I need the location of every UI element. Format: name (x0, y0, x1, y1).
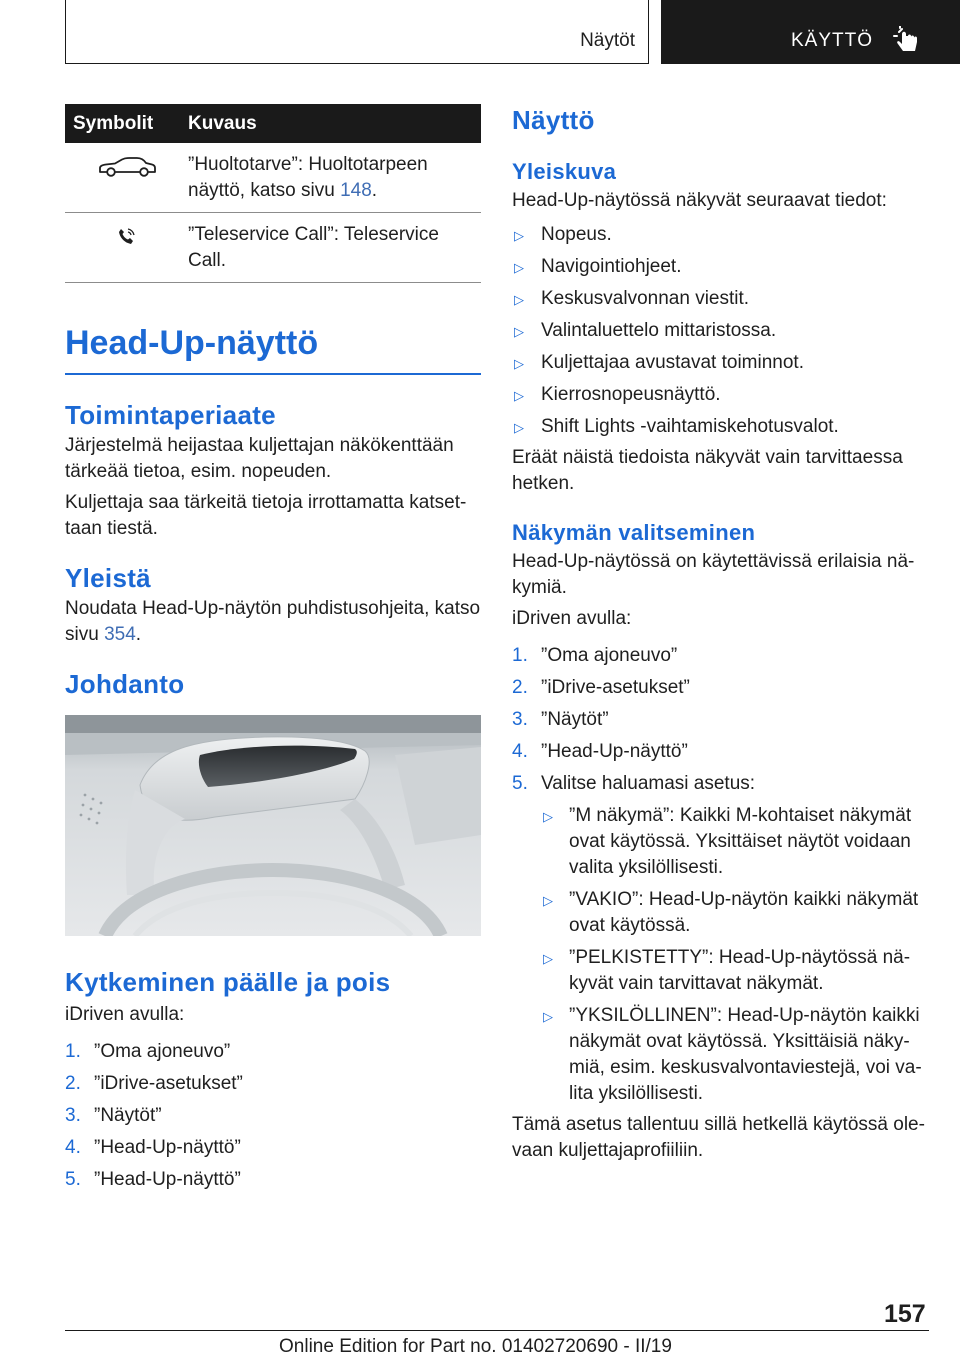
paragraph: Tämä asetus tallentuu sillä hetkellä käytössä olevaan kuljettajaprofiiliin. (512, 1114, 925, 1161)
list-item: ▷ ”M näkymä”: Kaikki M-kohtaiset näkymät ovat käytössä. Yksittäiset näytöt voidaan valita yksilöllisesti. (543, 805, 912, 878)
heading-select-view: Näkymän valitseminen (512, 520, 756, 545)
table-row (65, 213, 481, 283)
list-item: ▷ Valintaluettelo mittaristossa. (514, 320, 777, 341)
list-item: ▷ Shift Lights -vaihtamiskehotusvalot. (514, 416, 839, 437)
pointing-hand-icon (893, 26, 921, 54)
page-link-354[interactable]: 354 (104, 624, 136, 645)
paragraph: Järjestelmä heijastaa kuljettajan näkökenttään tärkeää tietoa, esim. nopeuden. (65, 435, 454, 482)
paragraph: iDriven avulla: (65, 1004, 185, 1025)
table-header-description: Kuvaus (188, 104, 481, 143)
list-item: 1. ”Oma ajoneuvo” (65, 1041, 231, 1062)
heading-display: Näyttö (512, 105, 595, 135)
paragraph: Head-Up-näytössä näkyvät seuraavat tiedot: (512, 190, 887, 211)
car-outline-icon (97, 157, 157, 177)
list-item: ▷ Kuljettajaa avustavat toiminnot. (514, 352, 804, 373)
heading-introduction: Johdanto (65, 669, 185, 699)
paragraph: Head-Up-näytössä on käytettävissä erilaisia näkymiä. (512, 551, 915, 598)
steps-list (65, 1039, 481, 1193)
header-chapter-label: KÄYTTÖ (791, 30, 874, 51)
header-section-box (65, 0, 649, 64)
teleservice-call-icon (117, 227, 137, 247)
heading-operating-principle: Toimintaperiaate (65, 400, 276, 430)
list-item: ▷ ”VAKIO”: Head-Up-näytön kaikki näkymät ovat käytössä. (543, 889, 919, 936)
left-column (65, 104, 481, 1193)
list-item: 2. ”iDrive-asetukset” (65, 1073, 243, 1094)
list-item: ▷ Keskusvalvonnan viestit. (514, 288, 750, 309)
table-header-symbols: Symbolit (65, 104, 188, 143)
list-item: ▷ ”PELKISTETTY”: Head-Up-näytössä näkyvät vain tarvittavat näkymät. (543, 947, 911, 994)
page-number: 157 (884, 1300, 926, 1328)
heading-switching-on-off: Kytkeminen päälle ja pois (65, 967, 391, 997)
list-item: 4. ”Head-Up-näyttö” (512, 741, 688, 762)
paragraph: Kuljettaja saa tärkeitä tietoja irrottamatta katsettaan tiestä. (65, 492, 467, 539)
symbol-table (65, 104, 481, 283)
list-item: 1. ”Oma ajoneuvo” (512, 645, 678, 666)
paragraph: Noudata Head-Up-näytön puhdistusohjeita, katso sivu 354. (65, 598, 481, 645)
heading-overview: Yleiskuva (512, 159, 617, 184)
list-item: ▷ ”YKSILÖLLINEN”: Head-Up-näytön kaikki näkymät ovat käytössä. Yksittäisiä näkymiä, esim. keskusvalvontaviestejä, voi valita yksilöllisesti. (543, 1005, 922, 1104)
heading-head-up-display: Head-Up-näyttö (65, 324, 319, 362)
list-item: 4. ”Head-Up-näyttö” (65, 1137, 241, 1158)
paragraph: Eräät näistä tiedoista näkyvät vain tarvittaessa hetken. (512, 447, 903, 494)
list-item: 5. ”Head-Up-näyttö” (65, 1169, 241, 1190)
right-column (512, 104, 928, 1164)
footer-rule (65, 1330, 929, 1331)
header-chapter-box (661, 0, 960, 64)
head-up-display-photo (65, 715, 481, 936)
steps-list (512, 643, 928, 797)
list-item: 3. ”Näytöt” (65, 1105, 162, 1126)
list-item: ▷ Nopeus. (514, 224, 612, 245)
list-item: 2. ”iDrive-asetukset” (512, 677, 690, 698)
paragraph: iDriven avulla: (512, 608, 632, 629)
list-item: 5. Valitse haluamasi asetus: (512, 773, 756, 794)
list-item: ▷ Kierrosnopeusnäyttö. (514, 384, 721, 405)
list-item: ▷ Navigointiohjeet. (514, 256, 682, 277)
overview-list (512, 222, 928, 440)
options-list (541, 803, 928, 1107)
heading-general: Yleistä (65, 563, 151, 593)
header-section-label: Näytöt (580, 30, 635, 51)
footer-edition: Online Edition for Part no. 01402720690 - II/19 (279, 1336, 672, 1357)
list-item: 3. ”Näytöt” (512, 709, 609, 730)
table-cell-description: ”Huoltotarve”: Huoltotarpeen näyttö, katso sivu 148. (188, 143, 481, 213)
table-cell-description: ”Teleservice Call”: Teleservice Call. (188, 213, 481, 283)
table-row (65, 143, 481, 213)
page-link-148[interactable]: 148 (340, 180, 372, 201)
